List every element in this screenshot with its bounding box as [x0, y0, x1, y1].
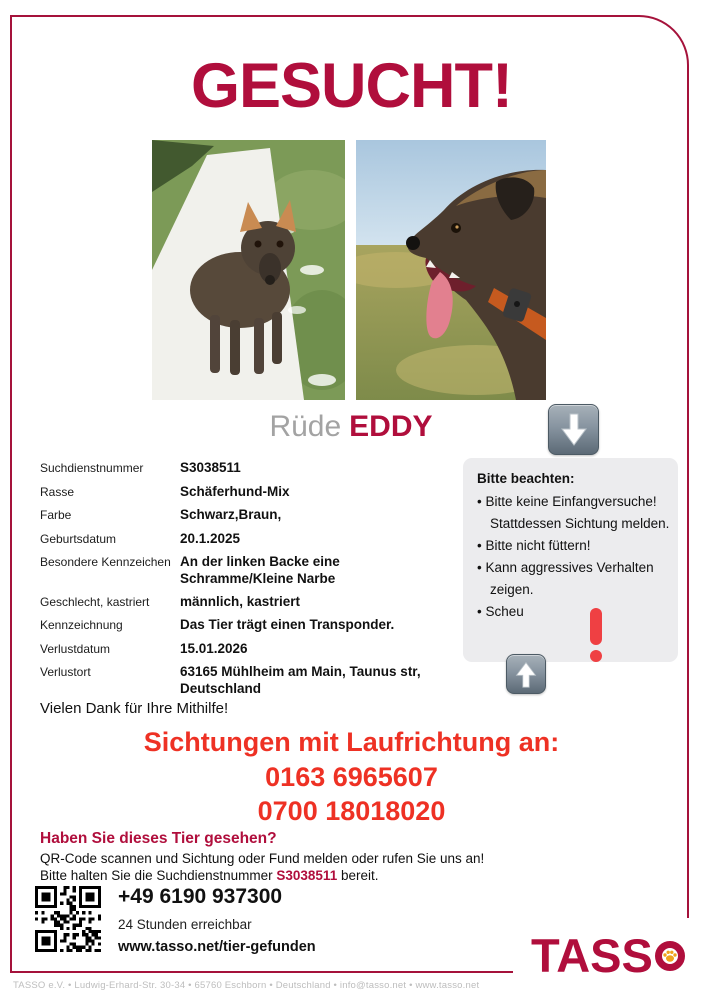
seen-line-1: QR-Code scannen und Sichtung oder Fund melden oder rufen Sie uns an! [40, 851, 485, 866]
pet-photo-right [356, 140, 546, 400]
contact-phone: +49 6190 937300 [118, 885, 283, 908]
down-arrow-icon [559, 413, 589, 447]
tasso-logo-o-ring [655, 941, 685, 971]
sightings-phone-2: 0700 18018020 [257, 796, 446, 826]
detail-row: Suchdienstnummer S3038511 [40, 460, 241, 475]
red-exclamation-icon [590, 608, 602, 645]
seen-heading: Haben Sie dieses Tier gesehen? [40, 830, 277, 847]
notice-item: • Bitte nicht füttern! [477, 535, 670, 557]
footer-address: TASSO e.V. • Ludwig-Erhard-Str. 30-34 • 65760 Eschborn • Deutschland • info@tasso.net • www.tasso.net [13, 980, 480, 991]
notice-title: Bitte beachten: [477, 471, 575, 486]
sightings-block [0, 725, 703, 829]
detail-row: Kennzeichnung Das Tier trägt einen Transponder. [40, 617, 395, 632]
notice-list [477, 491, 670, 623]
notice-item: • Bitte keine Einfangversuche! Stattdessen Sichtung melden. [477, 491, 670, 535]
detail-row: Geschlecht, kastriert männlich, kastriert [40, 593, 301, 609]
pet-sex-label: Rüde [269, 410, 342, 443]
up-arrow-icon [514, 661, 538, 688]
poster-headline: GESUCHT! [191, 51, 512, 121]
scroll-up-button[interactable] [506, 654, 546, 694]
sightings-phone-1: 0163 6965607 [265, 761, 438, 792]
pet-photos [152, 140, 546, 400]
detail-row: Verlustort 63165 Mühlheim am Main, Taunus str, Deutschland [40, 664, 421, 696]
pet-name: EDDY [349, 410, 433, 443]
tasso-logo-text: TASS [531, 929, 653, 982]
thanks-text: Vielen Dank für Ihre Mithilfe! [40, 700, 229, 717]
qr-code [35, 886, 101, 952]
paw-icon [662, 948, 678, 964]
download-button[interactable] [548, 404, 599, 455]
seen-section [40, 830, 484, 884]
notice-item: • Scheu [477, 601, 670, 623]
seen-search-number: S3038511 [276, 867, 338, 883]
notice-item: • Kann aggressives Verhalten zeigen. [477, 557, 670, 601]
tasso-logo [531, 929, 685, 982]
seen-line-2: Bitte halten Sie die Suchdienstnummer S3038511 bereit. [40, 867, 379, 883]
contact-availability: 24 Stunden erreichbar [118, 917, 252, 932]
notice-box [463, 458, 678, 662]
red-exclamation-dot [590, 650, 602, 662]
detail-row: Geburtsdatum 20.1.2025 [40, 530, 241, 546]
pet-details-list [40, 459, 460, 703]
sightings-heading: Sichtungen mit Laufrichtung an: [143, 727, 560, 757]
contact-url[interactable]: www.tasso.net/tier-gefunden [118, 939, 316, 955]
pet-photo-left [152, 140, 345, 400]
detail-row: Farbe Schwarz,Braun, [40, 507, 282, 522]
detail-row: Rasse Schäferhund-Mix [40, 483, 290, 499]
detail-row: Besondere Kennzeichen An der linken Backe eine Schramme/Kleine Narbe [40, 554, 340, 586]
detail-row: Verlustdatum 15.01.2026 [40, 640, 248, 656]
contact-block [118, 885, 316, 955]
